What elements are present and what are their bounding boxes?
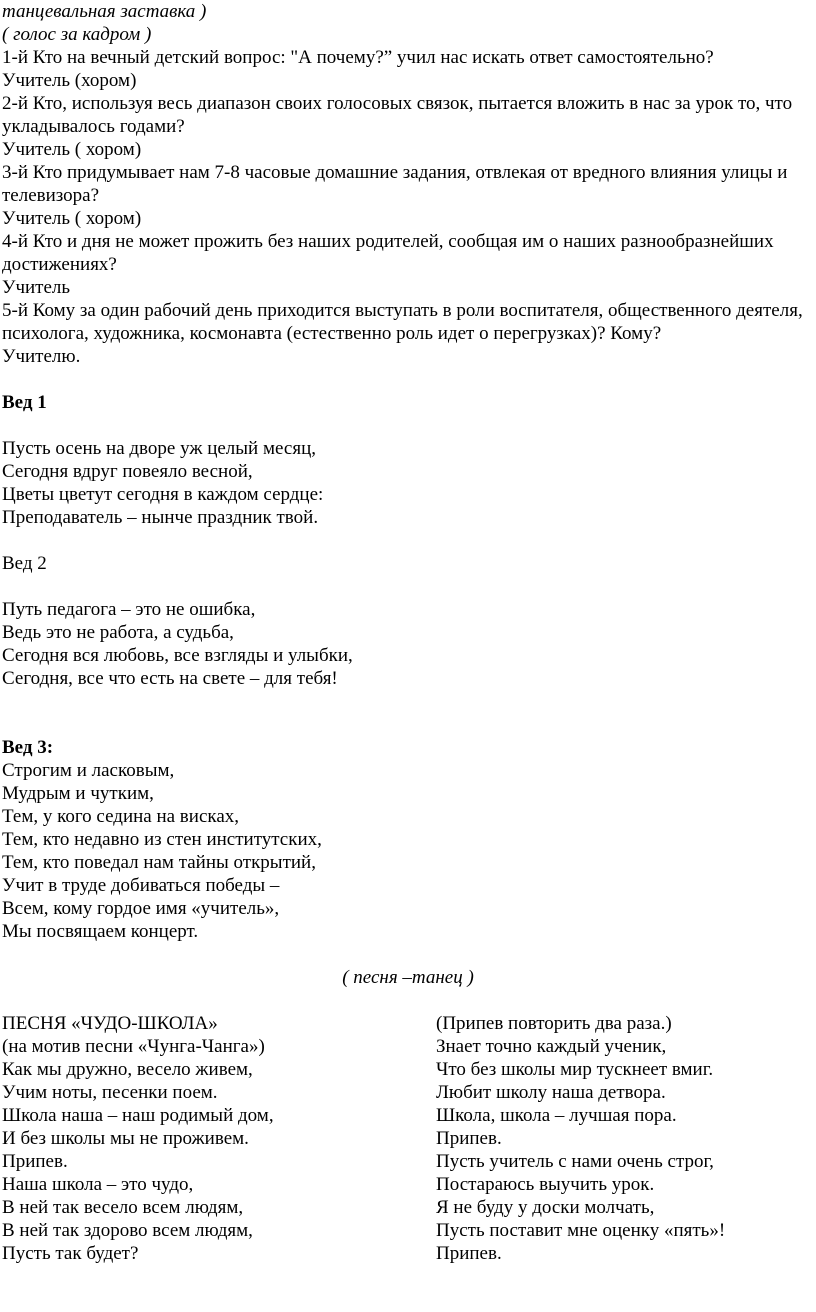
ved2-heading: Вед 2	[2, 553, 47, 574]
ved2-verse	[0, 598, 816, 690]
song-line: Пусть учитель с нами очень строг,	[436, 1151, 714, 1172]
questions-block	[0, 46, 816, 368]
song-line: Наша школа – это чудо,	[2, 1174, 194, 1195]
answer-5: Учителю.	[2, 346, 81, 367]
song-line: Школа наша – наш родимый дом,	[2, 1105, 274, 1126]
song-title: ПЕСНЯ «ЧУДО-ШКОЛА»	[2, 1013, 218, 1034]
verse-line: Строгим и ласковым,	[2, 760, 175, 781]
song-line: Припев.	[436, 1128, 502, 1149]
song-note: ( песня –танец )	[342, 967, 474, 988]
song-line: Что без школы мир тускнеет вмиг.	[436, 1059, 714, 1080]
intro-title: танцевальная заставка )	[2, 1, 207, 22]
song-left-column	[0, 1012, 436, 1265]
verse-line: Сегодня, все что есть на свете – для тебя!	[2, 668, 338, 689]
answer-1: Учитель (хором)	[2, 70, 137, 91]
song-line: И без школы мы не проживем.	[2, 1128, 249, 1149]
question-2: 2-й Кто, используя весь диапазон своих голосовых связок, пытается вложить в нас за урок то, что укладывалось годами?	[2, 93, 793, 137]
ved3-heading: Вед 3:	[2, 737, 54, 758]
verse-line: Преподаватель – нынче праздник твой.	[2, 507, 319, 528]
ved1-heading: Вед 1	[2, 392, 47, 413]
song-line: Я не буду у доски молчать,	[436, 1197, 655, 1218]
song-line: (Припев повторить два раза.)	[436, 1013, 672, 1034]
verse-line: Тем, у кого седина на висках,	[2, 806, 240, 827]
verse-line: Пусть осень на дворе уж целый месяц,	[2, 438, 316, 459]
song-line: Как мы дружно, весело живем,	[2, 1059, 253, 1080]
verse-line: Тем, кто недавно из стен институтских,	[2, 829, 322, 850]
verse-line: Мы посвящаем концерт.	[2, 921, 199, 942]
answer-3: Учитель ( хором)	[2, 208, 142, 229]
answer-2: Учитель ( хором)	[2, 139, 142, 160]
verse-line: Всем, кому гордое имя «учитель»,	[2, 898, 280, 919]
song-line: В ней так весело всем людям,	[2, 1197, 244, 1218]
ved3-verse	[0, 759, 816, 943]
question-3: 3-й Кто придумывает нам 7-8 часовые домашние задания, отвлекая от вредного влияния улицы и телевизора?	[2, 162, 788, 206]
song-line: Припев.	[436, 1243, 502, 1264]
song-line: Постараюсь выучить урок.	[436, 1174, 655, 1195]
answer-4: Учитель	[2, 277, 71, 298]
song-columns	[0, 1012, 816, 1265]
song-line: Любит школу наша детвора.	[436, 1082, 666, 1103]
question-5: 5-й Кому за один рабочий день приходится выступать в роли воспитателя, общественного деятеля, психолога, художника, космонавта (естественно роль идет о перегрузках)? Кому?	[2, 300, 803, 344]
song-subtitle: (на мотив песни «Чунга-Чанга»)	[2, 1036, 265, 1057]
song-line: Учим ноты, песенки поем.	[2, 1082, 218, 1103]
question-4: 4-й Кто и дня не может прожить без наших родителей, сообщая им о наших разнообразнейших достижениях?	[2, 231, 774, 275]
ved1-verse	[0, 437, 816, 529]
song-line: Школа, школа – лучшая пора.	[436, 1105, 677, 1126]
song-right-column	[436, 1012, 816, 1265]
verse-line: Путь педагога – это не ошибка,	[2, 599, 256, 620]
verse-line: Сегодня вдруг повеяло весной,	[2, 461, 253, 482]
verse-line: Учит в труде добиваться победы –	[2, 875, 280, 896]
song-line: Припев.	[2, 1151, 68, 1172]
song-line: Пусть так будет?	[2, 1243, 139, 1264]
song-line: Знает точно каждый ученик,	[436, 1036, 667, 1057]
verse-line: Ведь это не работа, а судьба,	[2, 622, 234, 643]
verse-line: Мудрым и чутким,	[2, 783, 154, 804]
verse-line: Цветы цветут сегодня в каждом сердце:	[2, 484, 324, 505]
verse-line: Сегодня вся любовь, все взгляды и улыбки,	[2, 645, 353, 666]
song-line: В ней так здорово всем людям,	[2, 1220, 253, 1241]
intro-voice: ( голос за кадром )	[2, 24, 152, 45]
question-1: 1-й Кто на вечный детский вопрос: "А почему?” учил нас искать ответ самостоятельно?	[2, 47, 714, 68]
song-line: Пусть поставит мне оценку «пять»!	[436, 1220, 726, 1241]
verse-line: Тем, кто поведал нам тайны открытий,	[2, 852, 316, 873]
